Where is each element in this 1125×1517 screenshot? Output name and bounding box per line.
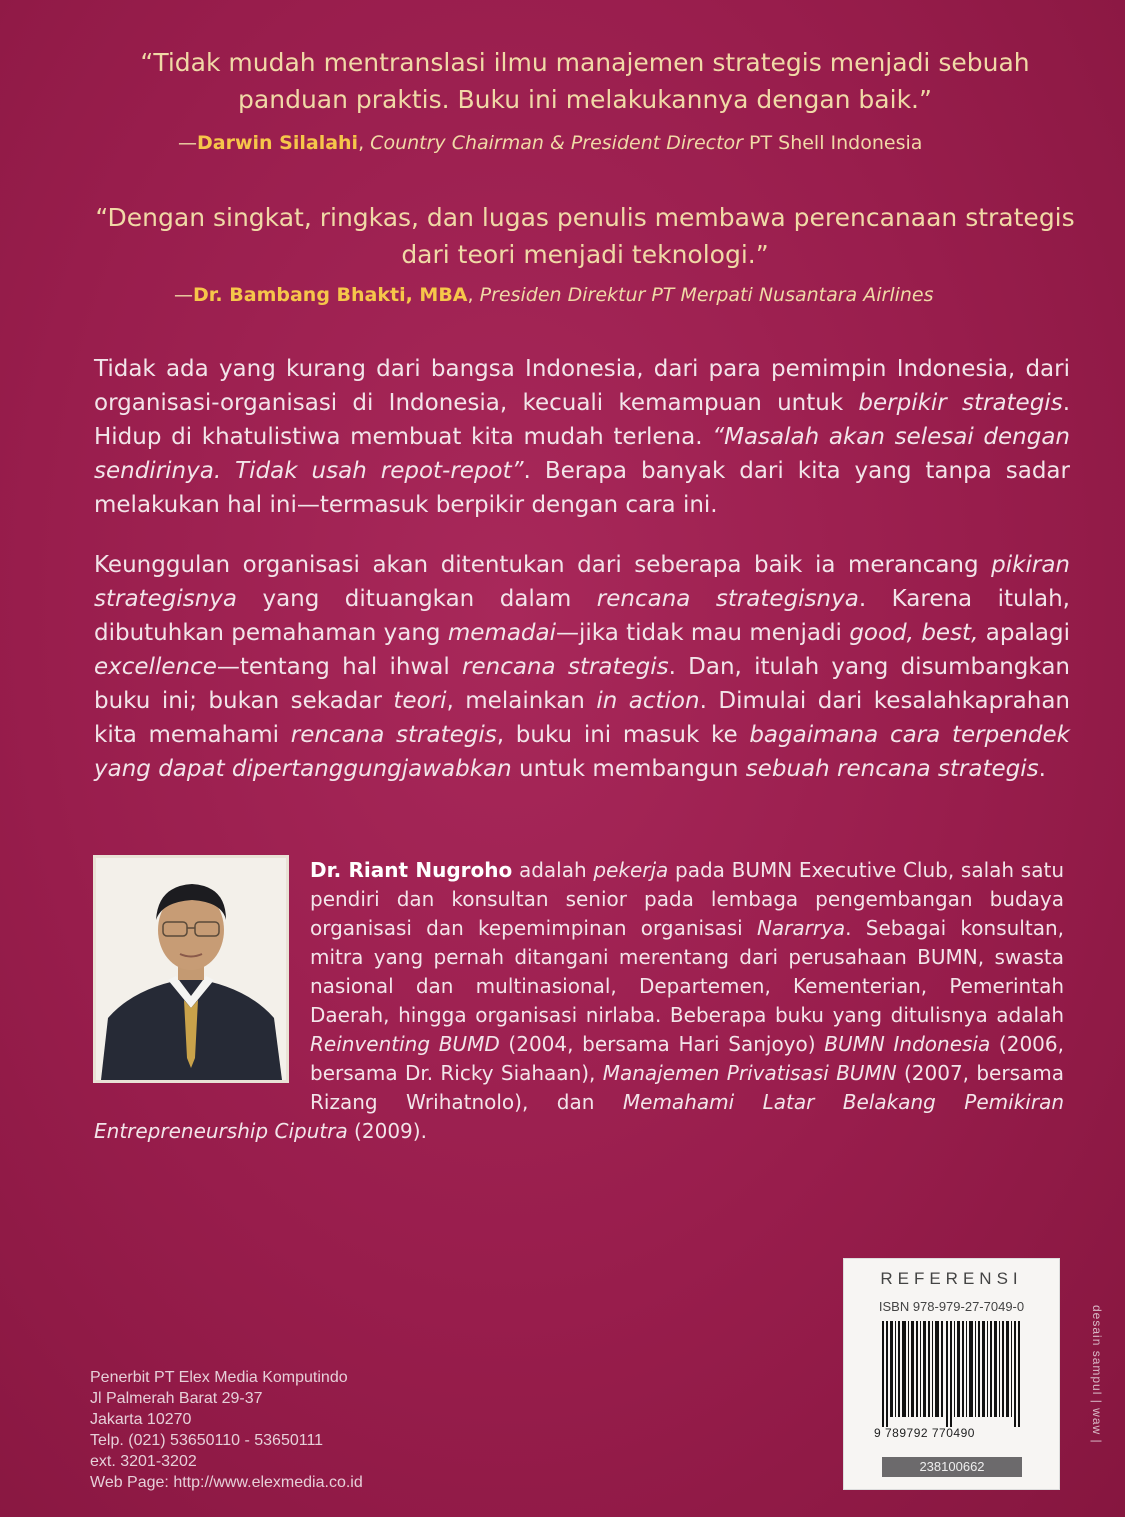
bio-emph-5: Manajemen Privatisasi BUMN — [602, 1061, 897, 1085]
para2-emph-8: in action — [596, 688, 700, 714]
intro-paragraph — [94, 352, 1070, 522]
publisher-address: Jl Palmerah Barat 29-37 — [90, 1390, 263, 1407]
para2-emph-11: sebuah rencana strategis — [745, 756, 1039, 782]
para2-text-1: Keunggulan organisasi akan ditentukan dari seberapa baik ia merancang — [94, 552, 992, 578]
bio-text-2: pada BUMN Executive Club, salah satu pendiri dan konsultan senior pada lembaga pengembangan budaya organisasi dan kepemimpinan organisasi — [310, 858, 1064, 940]
bio-emph-4: BUMN Indonesia — [824, 1032, 991, 1056]
para1-text-3: . Berapa banyak dari kita yang tanpa sadar melakukan hal ini—termasuk berpikir dengan cara ini. — [94, 458, 1070, 518]
para2-emph-7: teori — [393, 688, 447, 714]
publisher-ext: ext. 3201-3202 — [90, 1453, 197, 1470]
para2-emph-5: excellence — [94, 654, 217, 680]
category-label: REFERENSI — [880, 1269, 1023, 1288]
barcode-digits: 9 789792 770490 — [874, 1426, 975, 1440]
bio-emph-1: pekerja — [593, 858, 669, 882]
para2-text-5: apalagi — [978, 620, 1071, 646]
publisher-city: Jakarta 10270 — [90, 1411, 192, 1428]
quote-2-line-2: dari teori menjadi teknologi.” — [401, 240, 769, 269]
main-paragraph — [94, 548, 1070, 786]
quote-1-role: Country Chairman & President Director — [370, 132, 743, 154]
quote-2-line-1: “Dengan singkat, ringkas, dan lugas penulis membawa perencanaan strategis — [95, 203, 1075, 232]
para2-text-12: . — [1038, 756, 1046, 782]
para2-text-7: . Dan, itulah yang disumbangkan buku ini; bukan sekadar — [94, 654, 1070, 714]
isbn-text: ISBN 978-979-27-7049-0 — [878, 1299, 1025, 1314]
para2-emph-9: rencana strategis — [290, 722, 497, 748]
bio-emph-2: Nararrya — [756, 916, 846, 940]
quote-2-role: Presiden Direktur PT Merpati Nusantara Airlines — [479, 284, 934, 306]
bio-text-1: adalah — [512, 858, 594, 882]
para1-emph-1: berpikir strategis — [858, 390, 1063, 416]
author-bio — [94, 856, 1064, 1146]
para2-text-3: . Karena itulah, dibutuhkan pemahaman yang — [94, 586, 1070, 646]
product-code: 238100662 — [882, 1457, 1022, 1477]
barcode-bars — [882, 1321, 1024, 1427]
para2-text-6: —tentang hal ihwal — [216, 654, 463, 680]
quote-1-line-2: panduan praktis. Buku ini melakukannya dengan baik.” — [238, 85, 932, 114]
para2-emph-1: pikiran strategisnya — [94, 552, 1070, 612]
quote-2 — [80, 199, 1090, 273]
para2-text-2: yang dituangkan dalam — [236, 586, 597, 612]
para2-emph-3: memadai — [447, 620, 556, 646]
barcode-box — [843, 1258, 1060, 1490]
quote-1-company: PT Shell Indonesia — [742, 132, 923, 154]
bio-emph-6: Memahami Latar Belakang Pemikiran Entrepreneurship Ciputra — [94, 1090, 1064, 1143]
para2-text-4: —jika tidak mau menjadi — [556, 620, 850, 646]
publisher-phone: Telp. (021) 53650110 - 53650111 — [90, 1432, 324, 1449]
quote-1-line-1: “Tidak mudah mentranslasi ilmu manajemen strategis menjadi sebuah — [140, 48, 1030, 77]
cover-design-credit: desain sampul | waw | — [1090, 1305, 1104, 1444]
quote-1-attribution: —Darwin Silalahi, Country Chairman & President Director PT Shell Indonesia — [178, 132, 923, 154]
quote-1-author: Darwin Silalahi — [197, 132, 359, 154]
para1-emph-2: “Masalah akan selesai dengan sendirinya. Tidak usah repot-repot” — [94, 424, 1070, 484]
para2-text-10: , buku ini masuk ke — [496, 722, 750, 748]
bio-text-4: (2004, bersama Hari Sanjoyo) — [499, 1032, 825, 1056]
quote-2-author: Dr. Bambang Bhakti, MBA — [193, 284, 468, 306]
quote-1 — [120, 44, 1050, 118]
bio-text-5: (2006, bersama Dr. Ricky Siahaan), — [310, 1032, 1064, 1085]
para2-emph-2: rencana strategisnya — [596, 586, 859, 612]
publisher-web: Web Page: http://www.elexmedia.co.id — [90, 1474, 363, 1491]
para2-emph-4: good, best, — [849, 620, 979, 646]
para2-text-9: . Dimulai dari kesalahkaprahan kita memahami — [94, 688, 1070, 748]
para2-text-11: untuk membangun — [511, 756, 746, 782]
publisher-info — [90, 1367, 363, 1493]
publisher-name: Penerbit PT Elex Media Komputindo — [90, 1369, 348, 1386]
bio-text-7: (2009). — [347, 1119, 427, 1143]
author-name: Dr. Riant Nugroho — [310, 858, 513, 882]
bio-text-3: . Sebagai konsultan, mitra yang pernah ditangani merentang dari perusahaan BUMN, swasta nasional dan multinasional, Departemen, Kementerian, Pemerintah Daerah, hingga organisasi nirlaba. Beberapa buku yang ditulisnya adalah — [310, 916, 1064, 1027]
para2-emph-6: rencana strategis — [462, 654, 669, 680]
quote-2-attribution: —Dr. Bambang Bhakti, MBA, Presiden Direktur PT Merpati Nusantara Airlines — [174, 284, 934, 306]
para1-text-2: . Hidup di khatulistiwa membuat kita mudah terlena. — [94, 390, 1070, 450]
photo-spacer — [94, 856, 310, 1112]
para2-text-8: , melainkan — [446, 688, 597, 714]
para2-emph-10: bagaimana cara terpendek yang dapat dipertanggungjawabkan — [94, 722, 1070, 782]
bio-emph-3: Reinventing BUMD — [310, 1032, 500, 1056]
para1-text-1: Tidak ada yang kurang dari bangsa Indonesia, dari para pemimpin Indonesia, dari organisasi-organisasi di Indonesia, kecuali kemampuan untuk — [94, 356, 1070, 416]
bio-text-6: (2007, bersama Rizang Wrihatnolo), dan — [310, 1061, 1064, 1114]
